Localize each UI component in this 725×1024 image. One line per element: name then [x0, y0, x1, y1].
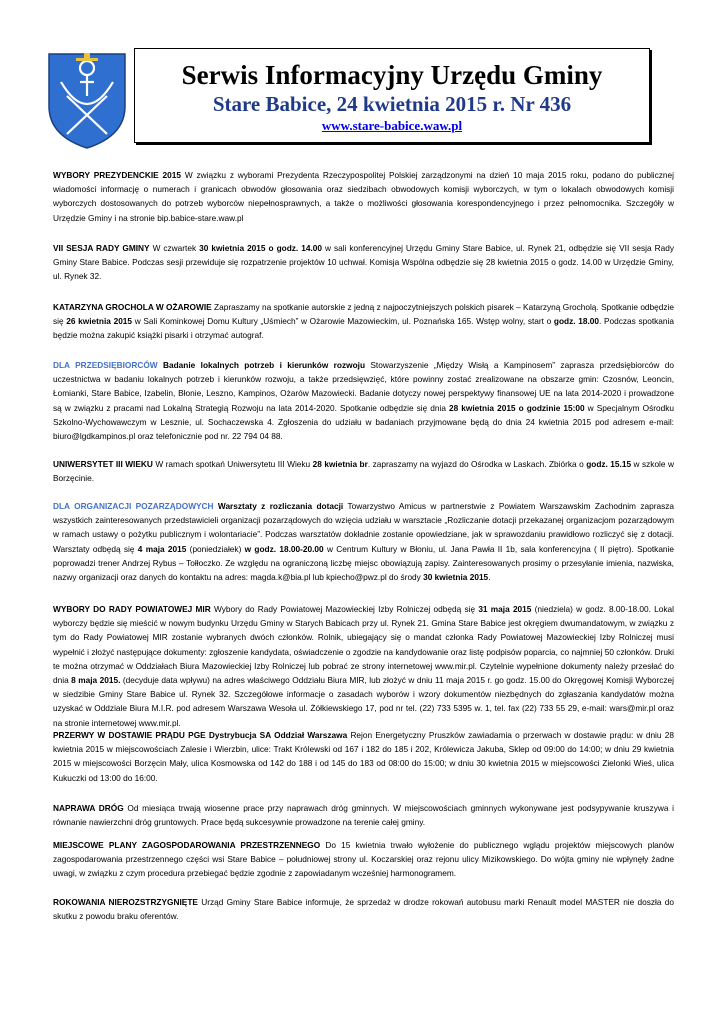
article-naprawa-drog	[53, 801, 674, 829]
article-date: 30 kwietnia 2015 o godz. 14.00	[199, 243, 322, 253]
article-sesja-rady	[53, 241, 674, 284]
issue-subtitle: Stare Babice, 24 kwietnia 2015 r. Nr 436	[212, 92, 572, 116]
article-text: Wybory do Rady Powiatowej Mazowieckiej Izby Rolniczej odbędą się	[210, 604, 479, 614]
article-przedsiebiorcy	[53, 358, 674, 443]
article-przerwy-pradu	[53, 728, 674, 785]
article-text: (decyduje data wpływu) na adres właściwego Oddziału Biura MIR, lub złożyć w dniu 11 maja 2015 r. go godz. 15.00 do Okręgowej Komisji Wyborczej w siedzibie Gminy Stare Babice ul. Rynek 32. Szczegółowe informacje o zasadach wyborów i wzory dokumentów niezbędnych do zgłaszania kandydatów można uzyskać w Oddziale Biura M.I.R. pod adresem Warszawa Wesoła ul. Żółkiewskiego 17, pod nr tel. (22) 733 5395 w. 1, tel. fax (22) 733 55 29, e-mail: wars@mir.pl oraz na stronie internetowej www.mir.pl.	[53, 675, 674, 728]
article-date: 8 maja 2015.	[71, 675, 121, 686]
article-text: Stowarzyszenie „Między Wisłą a Kampinosem” zaprasza przedsiębiorców do uczestnictwa w badaniu lokalnych potrzeb i kierunków rozwoju, a także przedsięwzięć, które powinny zostać zrealizowane na obszarze gmin: Czosnów, Leoncin, Łomianki, Stare Babice, Izabelin, Błonie, Leszno, Kampinos, Ożarów Mazowiecki. Badanie dotyczy nowej perspektywy finansowej UE na lata 2014-2020 i prowadzone są w związku z pracami nad Lokalną Strategią Rozwoju na lata 2014-2020. Spotkanie odbędzie się dnia	[53, 360, 674, 413]
article-rokowania	[53, 895, 674, 923]
article-text: Od miesiąca trwają wiosenne prace przy naprawach dróg gminnych. W miejscowościach gminnych wykonywane jest podsypywanie kruszywa i równanie nawierzchni dróg gruntowych. Prace będą sukcesywnie prowadzone na terenie całej gminy.	[53, 803, 675, 828]
article-text: w sali konferencyjnej Urzędu Gminy Stare Babice, ul. Rynek 21, odbędzie się VII sesja Rady Gminy Stare Babice. Podczas sesji przewiduje się rozpatrzenie projektów 10 uchwał. Komisja Wspólna odbędzie się 28 kwietnia 2015 o godz. 14.00 w Urzędzie Gminy, ul. Rynek 32.	[53, 243, 674, 282]
crest-logo	[47, 52, 127, 150]
article-lead: WYBORY DO RADY POWIATOWEJ MIR	[53, 604, 211, 614]
article-text: w Sali Kominkowej Domu Kultury „Uśmiech” w Ożarowie Mazowieckim, ul. Poznańska 165. Wstęp wolny, start o	[132, 316, 554, 327]
article-date: 4 maja 2015	[137, 543, 187, 554]
article-text: Towarzystwo Amicus w partnerstwie z Powiatem Warszawskim Zachodnim zaprasza wszystkich zainteresowanych przedstawicieli organizacji pozarządowych do wzięcia udziału w warsztacie „Rozliczanie dotacji przekazanej organizacjom pozarządowym w ramach ustawy o pożytku publicznym i wolontariacie”. Podczas warsztatów dokładnie zostanie opowiedziane, jak w sprawozdaniu prawidłowo rozliczyć się z dotacji. Warsztaty odbędą się	[53, 501, 674, 554]
article-date: 26 kwietnia 2015	[66, 316, 133, 327]
article-lead: Warsztaty z rozliczania dotacji	[217, 501, 344, 511]
article-date: 30 kwietnia 2015	[423, 572, 489, 583]
article-lead: UNIWERSYTET III WIEKU	[53, 459, 153, 469]
article-text: Do 15 kwietnia trwało wyłożenie do publicznego wglądu projektów miejscowych planów zagospodarowania przestrzennego części wsi Stare Babice – południowej strony ul. Koczarskiej oraz rejonu ulicy Mizikowskiego. Do wójta gminy nie wpłynęły żadne uwagi, w związku z czym procedura przebiegać będzie zgodnie z zapowiadanym wcześniej harmonogramem.	[53, 840, 674, 879]
article-lead: MIEJSCOWE PLANY ZAGOSPODAROWANIA PRZESTRZENNEGO	[53, 840, 321, 850]
article-organizacje	[53, 499, 674, 584]
article-section: DLA ORGANIZACJI POZARZĄDOWYCH	[53, 501, 214, 511]
article-wybory-prezydenckie	[53, 168, 674, 225]
article-grochola	[53, 300, 674, 343]
article-text: Urząd Gminy Stare Babice informuje, że sprzedaż w drodze rokowań autobusu marki Renault model MASTER nie doszła do skutku z powodu braku oferentów.	[53, 897, 674, 922]
article-section: DLA PRZEDSIĘBIORCÓW	[53, 360, 158, 370]
article-time: w godz. 18.00-20.00	[244, 543, 324, 554]
article-time: godz. 18.00	[553, 316, 600, 327]
article-text: w szkole w Borzęcinie.	[53, 459, 674, 484]
article-plany-zagospodarowania	[53, 838, 674, 881]
article-lead: Badanie lokalnych potrzeb i kierunków rozwoju	[163, 360, 366, 370]
article-lead: KATARZYNA GROCHOLA W OŻAROWIE	[53, 302, 212, 312]
article-text: . zapraszamy na wyjazd do Ośrodka w Laskach. Zbiórka o	[367, 459, 587, 469]
article-text: w Centrum Kultury w Błoniu, ul. Jana Pawła II 1b, sala konferencyjna ( II piętro). Spotkanie poprowadzi trener Andrzej Rybus – Tołłoczko. Ze względu na ograniczoną liczbę miejsc obowiązują zapisy. Zainteresowanych prosimy o przesyłanie imienia, nazwiska, nazwy organizacji oraz danych do kontaktu na adres: magda.k@bia.pl lub kpiecho@pwz.pl do środy	[53, 543, 674, 583]
article-lead: WYBORY PREZYDENCKIE 2015	[53, 170, 181, 180]
article-text: Rejon Energetyczny Pruszków zawiadamia o przerwach w dostawie prądu: w dniu 28 kwietnia 2015 w miejscowościach Zalesie i Wierzbin, ulice: Trakt Królewski od 167 i 182 do 185 i 202, Królewicza Jakuba, Sklep od 09:00 do 14:00; w dniu 29 kwietnia 2015 w miejscowości Borzęcin Mały, ulica Kosmowska od 142 do 188 i od 145 do 183 od 08:00 do 15:00; w dniu 30 kwietnia 2015 w miejscowości Zielonki Wieś, ulica Kukuczki od 13:00 do 16:00.	[53, 730, 674, 783]
article-text: (niedziela) w godz. 8.00-18.00. Lokal wyborczy będzie się mieścić w nowym budynku Urzędu Gminy w Starych Babicach przy ul. Rynek 21. Gmina Stare Babice jest okręgiem dwumandatowym, w związku z tym do Rady Powiatowej MIR zostanie wybranych dwóch członków. Rolnik, ubiegający się o mandat członka Rady Powiatowej Mazowieckiej Izby Rolniczej musi wypełnić i złożyć następujące dokumenty: zgłoszenie kandydata, oświadczenie o zgodzie na kandydowanie oraz listę podpisów poparcia, co najmniej 50 członków. Druki te można otrzymać w Oddziałach Biura Mazowieckiej Izby Rolniczej lub pobrać ze strony internetowej www.mir.pl. Czytelnie wypełnione dokumenty należy przesłać do dnia	[53, 604, 675, 686]
article-lead: ROKOWANIA NIEROZSTRZYGNIĘTE	[53, 897, 198, 907]
article-text: W związku z wyborami Prezydenta Rzeczypospolitej Polskiej zarządzonymi na dzień 10 maja 2015 roku, podano do publicznej wiadomości informację o numerach i granicach obwodów głosowania oraz siedzibach obwodowych komisji wyborczych, w tym o lokalach obwodowych komisji wyborczych dostosowanych do potrzeb wyborców niepełnosprawnych, a także o możliwości głosowania korespondencyjnego i przez pełnomocnika. Szczegóły w Urzędzie Gminy i na stronie bip.babice-stare.waw.pl	[53, 170, 675, 223]
article-lead: PRZERWY W DOSTAWIE PRĄDU PGE Dystrybucja SA Oddział Warszawa	[53, 730, 348, 740]
page-title: Serwis Informacyjny Urzędu Gminy	[181, 60, 603, 90]
article-uniwersytet	[53, 457, 674, 485]
article-text: .	[488, 572, 491, 583]
article-lead: VII SESJA RADY GMINY	[53, 243, 150, 253]
article-text: . Podczas spotkania będzie można zakupić książki pisarki i otrzymać autograf.	[53, 316, 674, 341]
website-link[interactable]: www.stare-babice.waw.pl	[321, 118, 463, 133]
article-text: W czwartek	[149, 243, 200, 253]
article-lead: NAPRAWA DRÓG	[53, 803, 124, 813]
article-text: w Specjalnym Ośrodku Szkolno-Wychowawczym w Lesznie, ul. Sochaczewska 4. Zgłoszenia do udziału w badaniach przyjmowane będą do dnia 24 kwietnia 2015 pod adresem e-mail: biuro@lgdkampinos.pl oraz telefonicznie pod nr. 22 794 04 88.	[53, 402, 674, 442]
article-text: Zapraszamy na spotkanie autorskie z jedną z najpoczytniejszych polskich pisarek – Katarzyną Grocholą. Spotkanie odbędzie się	[53, 302, 674, 327]
article-text: (poniedziałek)	[186, 543, 245, 554]
article-date: 28 kwietnia 2015 o godzinie 15:00	[449, 402, 585, 413]
header-box	[134, 48, 650, 143]
article-date: 28 kwietnia br	[312, 459, 368, 469]
article-date: 31 maja 2015	[478, 604, 532, 614]
article-time: godz. 15.15	[586, 459, 632, 469]
article-text: W ramach spotkań Uniwersytetu III Wieku	[152, 459, 313, 469]
article-wybory-mir	[53, 602, 674, 730]
